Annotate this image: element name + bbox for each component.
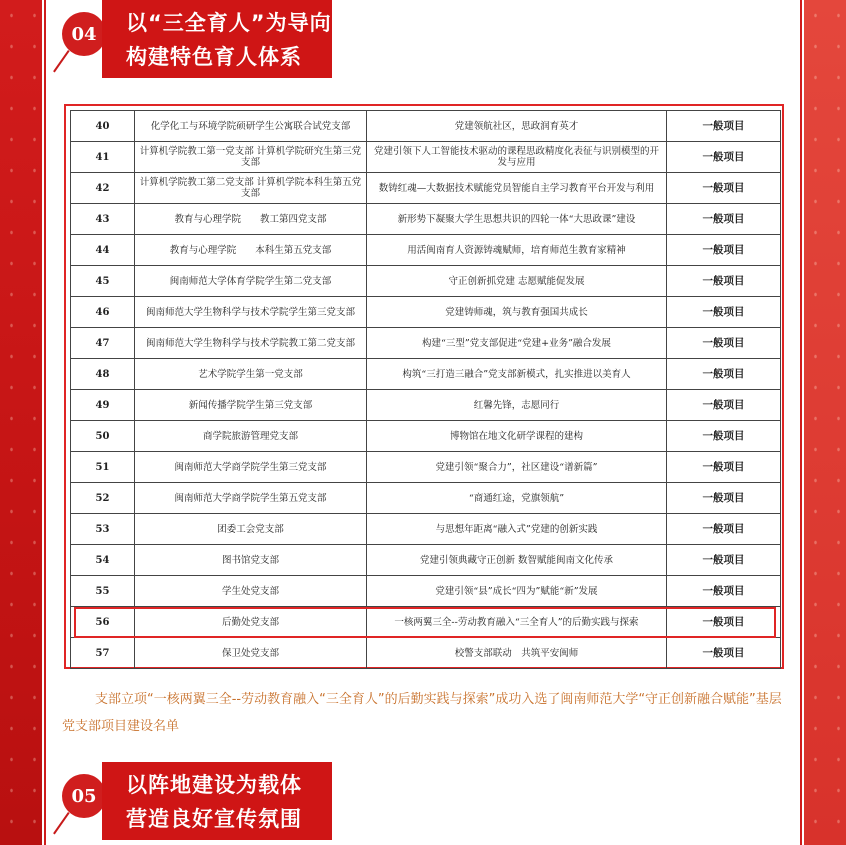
branch-name: 计算机学院教工第二党支部 计算机学院本科生第五党支部 [135, 173, 367, 204]
branch-name: 闽南师范大学商学院学生第五党支部 [135, 483, 367, 514]
section-04-title-line1: 以“三全育人”为导向 [126, 11, 332, 35]
project-name: 党建引领“聚合力”，社区建设“谱新篇” [367, 452, 667, 483]
project-name: 一核两翼三全--劳动教育融入“三全育人”的后勤实践与探索 [367, 607, 667, 638]
branch-name: 闽南师范大学生物科学与技术学院教工第二党支部 [135, 328, 367, 359]
row-number: 41 [71, 142, 135, 173]
row-number: 52 [71, 483, 135, 514]
row-number: 51 [71, 452, 135, 483]
branch-name: 化学化工与环境学院硕研学生公寓联合试党支部 [135, 111, 367, 142]
table-row [71, 390, 781, 421]
branch-name: 保卫处党支部 [135, 638, 367, 669]
table-row [71, 638, 781, 669]
project-name: 博物馆在地文化研学课程的建构 [367, 421, 667, 452]
project-name: 构建“三型”党支部促进“党建+业务”融合发展 [367, 328, 667, 359]
row-number: 50 [71, 421, 135, 452]
table-row [71, 266, 781, 297]
project-level: 一般项目 [667, 545, 781, 576]
branch-name: 后勤处党支部 [135, 607, 367, 638]
branch-name: 艺术学院学生第一党支部 [135, 359, 367, 390]
project-name: 党建引领下人工智能技术驱动的课程思政精度化表征与识别模型的开发与应用 [367, 142, 667, 173]
branch-name: 闽南师范大学体育学院学生第二党支部 [135, 266, 367, 297]
project-name: 红馨先锋，志愿同行 [367, 390, 667, 421]
project-name: 数铸红魂—大数据技术赋能党员智能自主学习教育平台开发与利用 [367, 173, 667, 204]
project-name: 党建铸师魂，筑与教育强国共成长 [367, 297, 667, 328]
table-row [71, 607, 781, 638]
row-number: 43 [71, 204, 135, 235]
row-number: 57 [71, 638, 135, 669]
project-name: 新形势下凝聚大学生思想共识的四轮一体“大思政课”建设 [367, 204, 667, 235]
section-05-title-line2: 营造良好宣传氛围 [126, 807, 302, 831]
project-level: 一般项目 [667, 142, 781, 173]
project-name: 构筑“三打造三融合”党支部新模式，扎实推进以美育人 [367, 359, 667, 390]
table-row [71, 483, 781, 514]
section-04-number: 04 [62, 12, 106, 56]
section-04-title [102, 0, 332, 78]
project-level: 一般项目 [667, 235, 781, 266]
project-level: 一般项目 [667, 638, 781, 669]
row-number: 48 [71, 359, 135, 390]
project-level: 一般项目 [667, 297, 781, 328]
section-05-heading [62, 762, 352, 831]
table-row [71, 421, 781, 452]
table-row [71, 297, 781, 328]
branch-name: 学生处党支部 [135, 576, 367, 607]
table-row [71, 173, 781, 204]
row-number: 55 [71, 576, 135, 607]
table-row [71, 545, 781, 576]
project-name: 党建引领“县”成长“四为”赋能“新”发展 [367, 576, 667, 607]
table-row [71, 204, 781, 235]
section-05-number: 05 [62, 774, 106, 818]
project-level: 一般项目 [667, 452, 781, 483]
table-row [71, 576, 781, 607]
project-name: 守正创新抓党建 志愿赋能促发展 [367, 266, 667, 297]
table-row [71, 235, 781, 266]
project-name: 校警支部联动 共筑平安闽师 [367, 638, 667, 669]
project-level: 一般项目 [667, 576, 781, 607]
project-level: 一般项目 [667, 514, 781, 545]
project-level: 一般项目 [667, 607, 781, 638]
row-number: 44 [71, 235, 135, 266]
project-level: 一般项目 [667, 111, 781, 142]
project-level: 一般项目 [667, 328, 781, 359]
row-number: 42 [71, 173, 135, 204]
project-name: 党建领航社区，思政润育英才 [367, 111, 667, 142]
caption-text: 支部立项“一核两翼三全--劳动教育融入“三全育人”的后勤实践与探索”成功入选了闽南师范大学“守正创新融合赋能”基层党支部项目建设名单 [62, 692, 782, 734]
table-row [71, 111, 781, 142]
project-level: 一般项目 [667, 359, 781, 390]
row-number: 54 [71, 545, 135, 576]
table-row [71, 328, 781, 359]
section-05-number-tail [53, 812, 70, 834]
project-level: 一般项目 [667, 390, 781, 421]
branch-name: 教育与心理学院 教工第四党支部 [135, 204, 367, 235]
project-name: 党建引领典藏守正创新 数智赋能闽南文化传承 [367, 545, 667, 576]
project-table-frame [64, 104, 784, 669]
branch-name: 闽南师范大学商学院学生第三党支部 [135, 452, 367, 483]
left-border-line [44, 0, 46, 845]
project-name: 与思想年距离“融入式”党建的创新实践 [367, 514, 667, 545]
project-level: 一般项目 [667, 421, 781, 452]
section-05-title [102, 762, 332, 840]
project-level: 一般项目 [667, 266, 781, 297]
row-number: 45 [71, 266, 135, 297]
table-row [71, 514, 781, 545]
table-row [71, 359, 781, 390]
table-row [71, 452, 781, 483]
project-level: 一般项目 [667, 173, 781, 204]
table-row [71, 142, 781, 173]
row-number: 49 [71, 390, 135, 421]
section-04-number-tail [53, 50, 70, 72]
row-number: 47 [71, 328, 135, 359]
row-number: 56 [71, 607, 135, 638]
project-level: 一般项目 [667, 204, 781, 235]
section-05-title-line1: 以阵地建设为载体 [126, 773, 302, 797]
branch-name: 闽南师范大学生物科学与技术学院学生第三党支部 [135, 297, 367, 328]
left-decor-band [0, 0, 42, 845]
branch-name: 计算机学院教工第一党支部 计算机学院研究生第三党支部 [135, 142, 367, 173]
project-level: 一般项目 [667, 483, 781, 514]
branch-name: 商学院旅游管理党支部 [135, 421, 367, 452]
project-table [70, 110, 781, 669]
row-number: 46 [71, 297, 135, 328]
project-name: “商通红途，党旗领航” [367, 483, 667, 514]
branch-name: 图书馆党支部 [135, 545, 367, 576]
right-border-line [800, 0, 802, 845]
branch-name: 团委工会党支部 [135, 514, 367, 545]
project-name: 用活闽南育人资源铸魂赋师，培育师范生教育家精神 [367, 235, 667, 266]
row-number: 40 [71, 111, 135, 142]
section-04-heading [62, 0, 352, 69]
section-04-title-line2: 构建特色育人体系 [126, 45, 302, 69]
branch-name: 教育与心理学院 本科生第五党支部 [135, 235, 367, 266]
row-number: 53 [71, 514, 135, 545]
branch-name: 新闻传播学院学生第三党支部 [135, 390, 367, 421]
right-decor-band [804, 0, 846, 845]
